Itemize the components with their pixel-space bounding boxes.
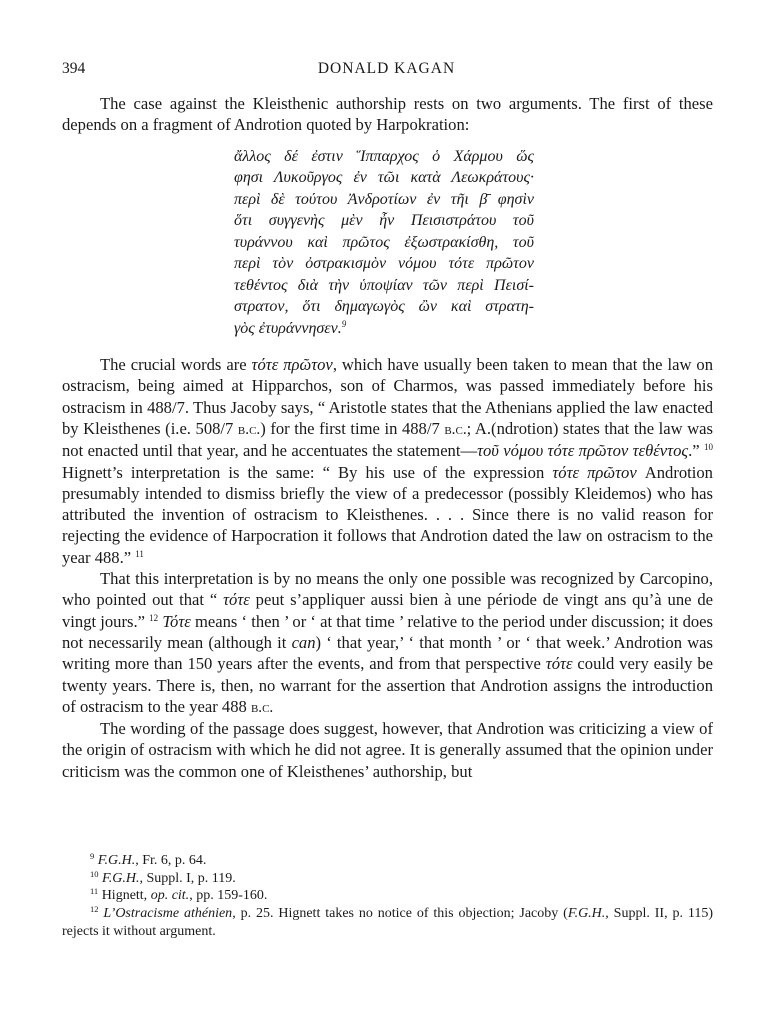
footnote-ref[interactable]: 11 [135, 548, 144, 559]
text-run: , which have usually been taken to mean that the law on ostracism, being aimed at Hipparchos, son of Charmos, was passed immediately before his ostracism in 488/7. Thus Jacoby says, “ Aristotle states that the Athenians applied the law enacted by Kleisthenes (i.e. 508/7 [62, 355, 713, 438]
footnote-text: , Suppl. II, p. 115) rejects it without argument. [62, 906, 713, 939]
citation-title: op. cit. [150, 888, 190, 904]
era-abbrev: b.c. [250, 698, 274, 716]
footnote-text: , Fr. 6, p. 64. [135, 853, 207, 868]
running-head [62, 60, 711, 82]
footnote-10 [62, 870, 713, 888]
footnote-text: , p. 25. Hignett takes no notice of this objection; Jacoby ( [232, 906, 568, 922]
greek-phrase: Τότε [162, 611, 191, 631]
running-title: DONALD KAGAN [317, 60, 456, 77]
citation-title: L’Ostracisme athénien [103, 906, 233, 922]
footnote-12 [62, 905, 713, 940]
footnote-text: , pp. 159-160. [189, 888, 268, 904]
greek-phrase: τότε [223, 590, 250, 610]
text-run: That this interpretation is by no means the only one possible was recognized by Carcopino, who pointed out that “ [62, 569, 713, 610]
footnotes [62, 852, 713, 941]
paragraph-crucial-words [62, 354, 713, 568]
quote-line: τεθέντος διὰ τὴν ὑποψίαν τῶν περὶ Πεισί- [234, 276, 534, 294]
paragraph-wording [62, 718, 713, 782]
quote-line-last [234, 318, 534, 340]
text-run: Hignett’s interpretation is the same: “ By his use of the expression [62, 462, 553, 482]
text-run: The crucial words are [100, 355, 252, 375]
footnote-ref[interactable]: 12 [149, 612, 159, 623]
greek-phrase: τότε [545, 654, 573, 674]
footnote-text: , Suppl. I, p. 119. [139, 870, 236, 886]
footnote-number: 9 [90, 851, 95, 861]
citation-title: F.G.H. [102, 870, 140, 886]
quote-line-text: γὸς ἐτυράννησεν. [234, 319, 342, 337]
quote-line: στρατον, ὅτι δημαγωγὸς ὢν καὶ στρατη- [234, 298, 534, 316]
quote-line: ἄλλος δέ ἐστιν Ἵππαρχος ὁ Χάρμου ὥς [234, 147, 534, 165]
citation-title: F.G.H. [567, 906, 606, 922]
greek-quotation [234, 146, 534, 340]
footnote-ref[interactable]: 10 [704, 442, 713, 453]
greek-phrase: τότε πρῶτον [552, 462, 637, 482]
quote-line: περὶ τὸν ὀστρακισμὸν νόμου τότε πρῶτον [234, 255, 534, 273]
footnote-11 [62, 887, 713, 905]
quote-line: περὶ δὲ τούτου Ἀνδροτίων ἐν τῆι β̄ φησὶν [234, 190, 534, 208]
footnote-number: 10 [90, 868, 99, 879]
quote-line: φησι Λυκοῦργος ἐν τῶι κατὰ Λεωκράτους· [234, 169, 534, 187]
quote-line: τυράννου καὶ πρῶτος ἐξωστρακίσθη, τοῦ [234, 233, 534, 251]
footnote-9 [62, 852, 713, 870]
footnote-number: 12 [90, 904, 99, 915]
emphasis: can [291, 632, 316, 652]
text-run: ; A.(ndrotion) states that the law was not enacted until that year, and he accentuates the statement— [62, 418, 714, 461]
text-run: .” [688, 441, 704, 461]
paragraph-intro [62, 93, 713, 136]
page-number: 394 [62, 60, 86, 77]
footnote-number: 11 [90, 886, 99, 897]
era-abbrev: b.c. [237, 420, 261, 438]
paragraph-wording-text: The wording of the passage does suggest, however, that Androtion was criticizing a view of the origin of ostracism with which he did not agree. It is generally assumed that the opinion under criticism was the common one of Kleisthenes’ authorship, but [62, 719, 713, 781]
footnote-ref[interactable]: 9 [341, 318, 347, 329]
paragraph-intro-text: The case against the Kleisthenic authorship rests on two arguments. The first of these depends on a fragment of Androtion quoted by Harpokration: [62, 94, 713, 135]
text-run: ) ‘ that year,’ ‘ that month ’ or ‘ that week.’ Androtion was writing more than 150 years after the events, and from that perspective [62, 632, 713, 674]
paragraph-carcopino [62, 568, 713, 718]
text-run: ) for the first time in 488/7 [260, 418, 445, 438]
text-run: peut s’appliquer aussi bien à une période de vingt ans qu’à une de vingt jours.” [62, 590, 714, 631]
footnote-text: Hignett, [101, 888, 151, 904]
greek-phrase: τότε πρῶτον [251, 355, 333, 375]
text-run: Androtion presumably intended to dismiss briefly the view of a predecessor (possibly Kleidemos) who has attributed the invention of ostracism to Kleisthenes. . . . Since there is no valid reason for rejecting the evidence of Harpocration it follows that Androtion dated the law on ostracism to the year 488.” [62, 462, 713, 567]
text-run: means ‘ then ’ or ‘ at that time ’ relative to the period under discussion; it does not necessarily mean (although it [62, 611, 713, 652]
era-abbrev: b.c. [444, 420, 467, 438]
main-text [62, 93, 713, 782]
text-run: could very easily be twenty years. There is, then, no warrant for the assertion that Androtion assigns the introduction of ostracism to the year 488 [62, 654, 714, 716]
greek-phrase: τοῦ νόμου τότε πρῶτον τεθέντος [477, 441, 689, 461]
quote-line: ὅτι συγγενὴς μὲν ἦν Πεισιστράτου τοῦ [234, 212, 534, 230]
citation-title: F.G.H. [97, 853, 136, 868]
